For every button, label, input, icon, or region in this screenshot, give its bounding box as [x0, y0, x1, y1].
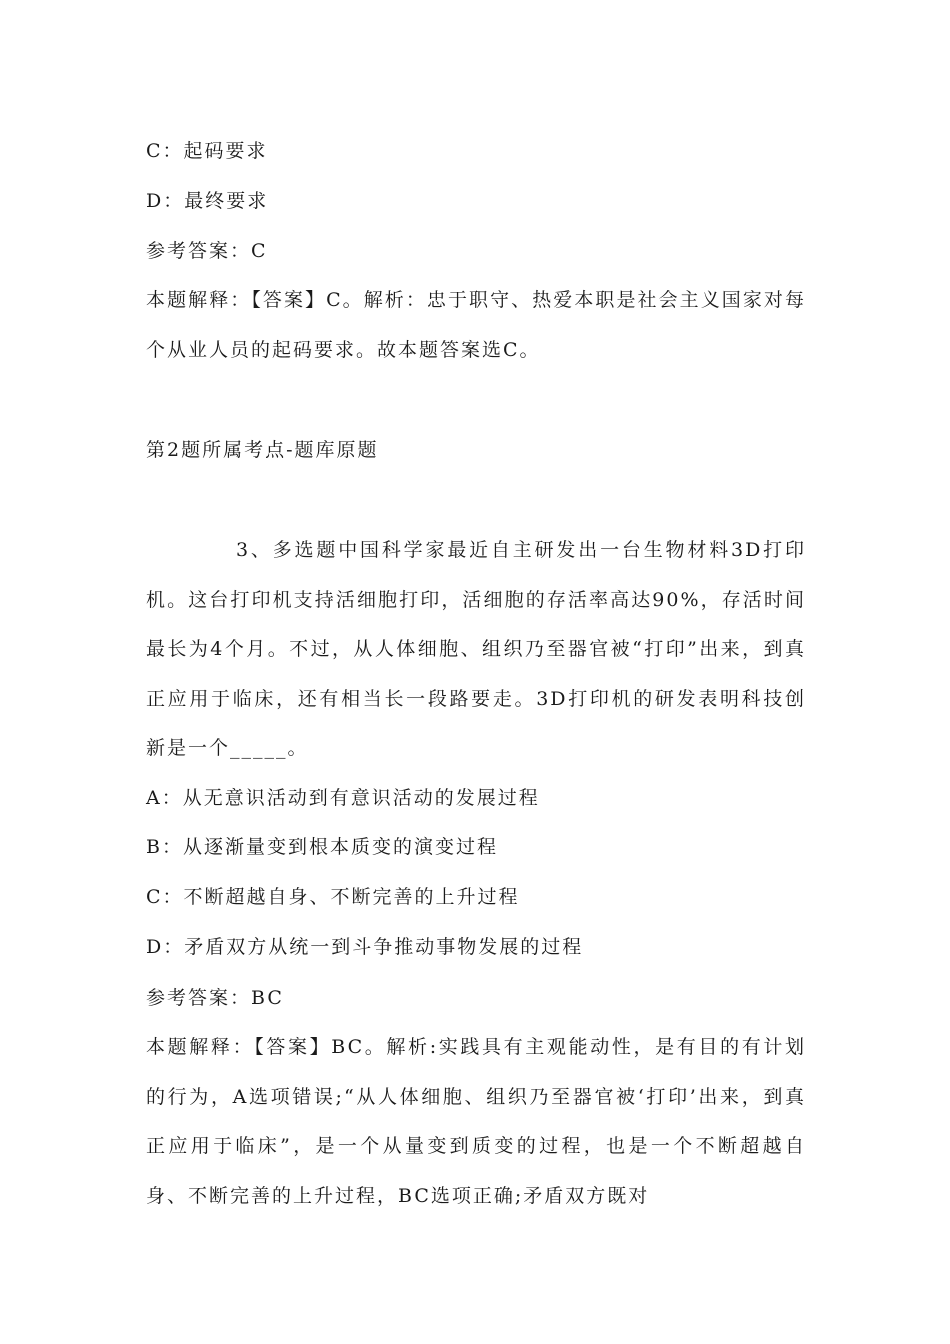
- q2-option-c: C：起码要求: [146, 140, 268, 162]
- q3-option-b: B：从逐渐量变到根本质变的演变过程: [146, 836, 498, 858]
- q2-answer: 参考答案：C: [146, 240, 268, 262]
- q2-topic: 第2题所属考点-题库原题: [146, 439, 379, 461]
- q3-stem: 3、多选题中国科学家最近自主研发出一台生物材料3D打印机。这台打印机支持活细胞打印，活细胞的存活率高达90%，存活时间最长为4个月。不过，从人体细胞、组织乃至器官被“打印”出来，到真正应用于临床，还有相当长一段路要走。3D打印机的研发表明科技创新是一个_____。: [146, 539, 806, 759]
- q3-answer: 参考答案：BC: [146, 987, 284, 1009]
- q3-option-a: A：从无意识活动到有意识活动的发展过程: [146, 787, 540, 809]
- q3-option-d: D：矛盾双方从统一到斗争推动事物发展的过程: [146, 936, 584, 958]
- q3-option-c: C：不断超越自身、不断完善的上升过程: [146, 886, 520, 908]
- q3-explanation: 本题解释：【答案】BC。解析:实践具有主观能动性，是有目的有计划的行为，A选项错误;“从人体细胞、组织乃至器官被‘打印’出来，到真正应用于临床”，是一个从量变到质变的过程，也是一个不断超越自身、不断完善的上升过程，BC选项正确;矛盾双方既对: [146, 1036, 806, 1207]
- q2-explanation: 本题解释：【答案】C。解析：忠于职守、热爱本职是社会主义国家对每个从业人员的起码要求。故本题答案选C。: [146, 289, 806, 361]
- q2-option-d: D：最终要求: [146, 190, 269, 212]
